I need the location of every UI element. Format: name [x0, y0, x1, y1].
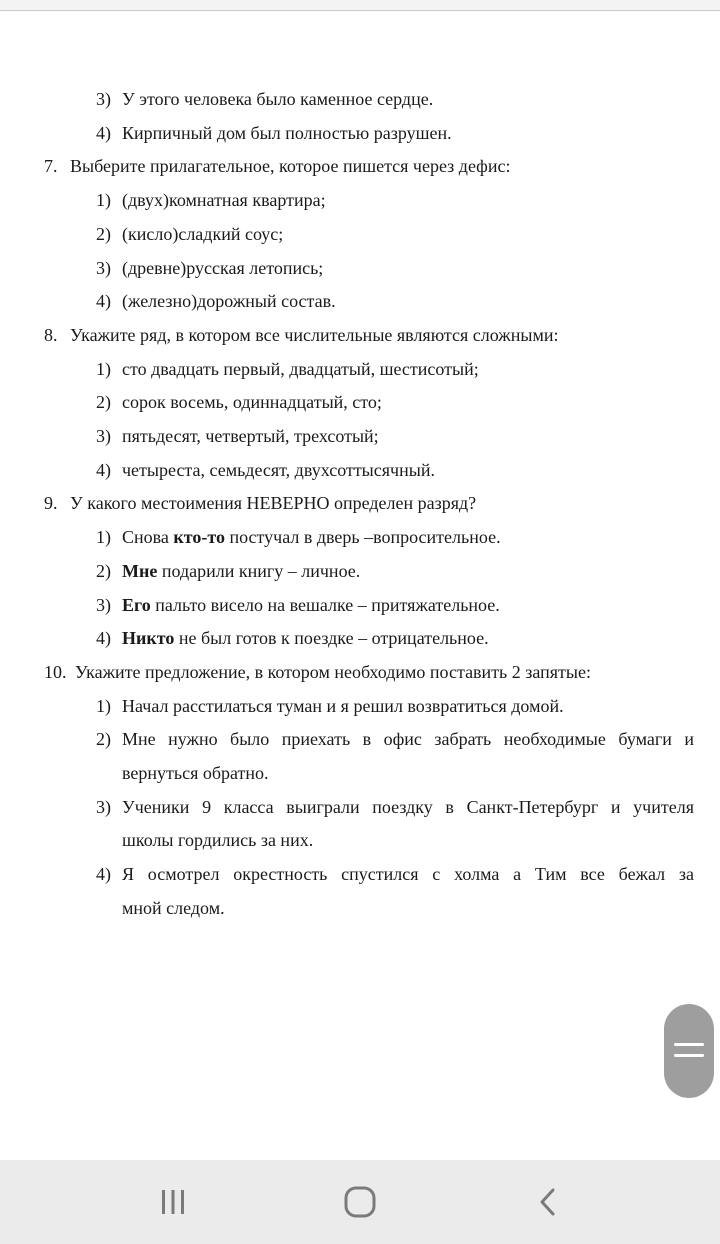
text-body: Кирпичный дом был полностью разрушен.	[122, 123, 452, 143]
text-body: (древне)русская летопись;	[122, 258, 324, 278]
option-text	[122, 187, 326, 213]
drag-grip-icon	[674, 1054, 704, 1057]
option-number: 1)	[96, 696, 111, 716]
question-number: 8.	[44, 325, 58, 345]
option-number: 1)	[96, 190, 111, 210]
option-text	[122, 255, 323, 281]
scroll-handle[interactable]	[664, 1004, 714, 1098]
question-text	[70, 322, 558, 348]
option-number: 2)	[96, 729, 111, 749]
option-text	[122, 558, 360, 584]
back-icon	[533, 1187, 563, 1217]
text-body: (двух)комнатная квартира;	[122, 190, 326, 210]
drag-grip-icon	[674, 1043, 704, 1046]
option-text	[122, 457, 435, 483]
option-text	[122, 86, 433, 112]
option-text	[122, 827, 313, 853]
text-body: У какого местоимения НЕВЕРНО определен разряд?	[70, 493, 477, 513]
option-number: 4)	[96, 628, 111, 648]
option-number: 4)	[96, 864, 111, 884]
option-number: 2)	[96, 224, 111, 244]
back-button[interactable]	[508, 1160, 588, 1244]
home-icon	[343, 1185, 377, 1219]
text-body: пятьдесят, четвертый, трехсотый;	[122, 426, 379, 446]
option-text	[122, 794, 694, 820]
top-edge	[0, 0, 720, 11]
bold-pronoun: Никто	[122, 628, 175, 648]
text-body: сорок восемь, одиннадцатый, сто;	[122, 392, 382, 412]
system-navigation-bar	[0, 1160, 720, 1244]
text-body: (кисло)сладкий соус;	[122, 224, 284, 244]
text-body: (железно)дорожный состав.	[122, 291, 336, 311]
option-number: 3)	[96, 89, 111, 109]
option-text	[122, 895, 225, 921]
text-body: подарили книгу – личное.	[157, 561, 361, 581]
option-text	[122, 423, 379, 449]
option-number: 2)	[96, 561, 111, 581]
text-body: сто двадцать первый, двадцатый, шестисотый;	[122, 359, 479, 379]
text-body: пальто висело на вешалке – притяжательное.	[150, 595, 500, 615]
option-number: 1)	[96, 527, 111, 547]
text-prefix: Снова	[122, 527, 174, 547]
text-body: Выберите прилагательное, которое пишется через дефис:	[70, 156, 511, 176]
option-number: 4)	[96, 291, 111, 311]
question-text	[70, 490, 476, 516]
text-body: Начал расстилаться туман и я решил возвратиться домой.	[122, 696, 564, 716]
recents-icon	[158, 1187, 188, 1217]
option-text	[122, 726, 694, 752]
text-body: Укажите предложение, в котором необходимо поставить 2 запятые:	[75, 662, 591, 682]
option-text	[122, 592, 500, 618]
option-number: 3)	[96, 595, 111, 615]
text-body: постучал в дверь –вопросительное.	[224, 527, 501, 547]
option-text	[122, 120, 452, 146]
text-body: вернуться обратно.	[122, 763, 269, 783]
option-text	[122, 524, 501, 550]
bold-pronoun: кто-то	[173, 527, 225, 547]
text-body: Укажите ряд, в котором все числительные являются сложными:	[70, 325, 559, 345]
option-number: 3)	[96, 426, 111, 446]
text-body: У этого человека было каменное сердце.	[122, 89, 434, 109]
option-number: 1)	[96, 359, 111, 379]
question-text	[70, 153, 510, 179]
option-number: 4)	[96, 123, 111, 143]
option-text	[122, 625, 489, 651]
option-text	[122, 288, 336, 314]
option-text	[122, 760, 269, 786]
option-text	[122, 356, 479, 382]
question-number: 9.	[44, 493, 58, 513]
text-body: Ученики 9 класса выиграли поездку в Санкт-Петербург и учителя	[122, 797, 694, 817]
option-number: 3)	[96, 797, 111, 817]
question-number: 7.	[44, 156, 58, 176]
question-text	[75, 659, 591, 685]
option-text	[122, 693, 564, 719]
option-number: 3)	[96, 258, 111, 278]
recents-button[interactable]	[133, 1160, 213, 1244]
question-number: 10.	[44, 662, 67, 682]
text-body: мной следом.	[122, 898, 225, 918]
text-body: не был готов к поездке – отрицательное.	[174, 628, 489, 648]
bold-pronoun: Мне	[122, 561, 158, 581]
option-text	[122, 221, 283, 247]
home-button[interactable]	[320, 1160, 400, 1244]
bold-pronoun: Его	[122, 595, 151, 615]
text-body: четыреста, семьдесят, двухсоттысячный.	[122, 460, 435, 480]
option-number: 2)	[96, 392, 111, 412]
option-text	[122, 861, 694, 887]
text-body: Мне нужно было приехать в офис забрать необходимые бумаги и	[122, 729, 694, 749]
text-body: Я осмотрел окрестность спустился с холма а Тим все бежал за	[122, 864, 694, 884]
option-number: 4)	[96, 460, 111, 480]
text-body: школы гордились за них.	[122, 830, 314, 850]
option-text	[122, 389, 382, 415]
